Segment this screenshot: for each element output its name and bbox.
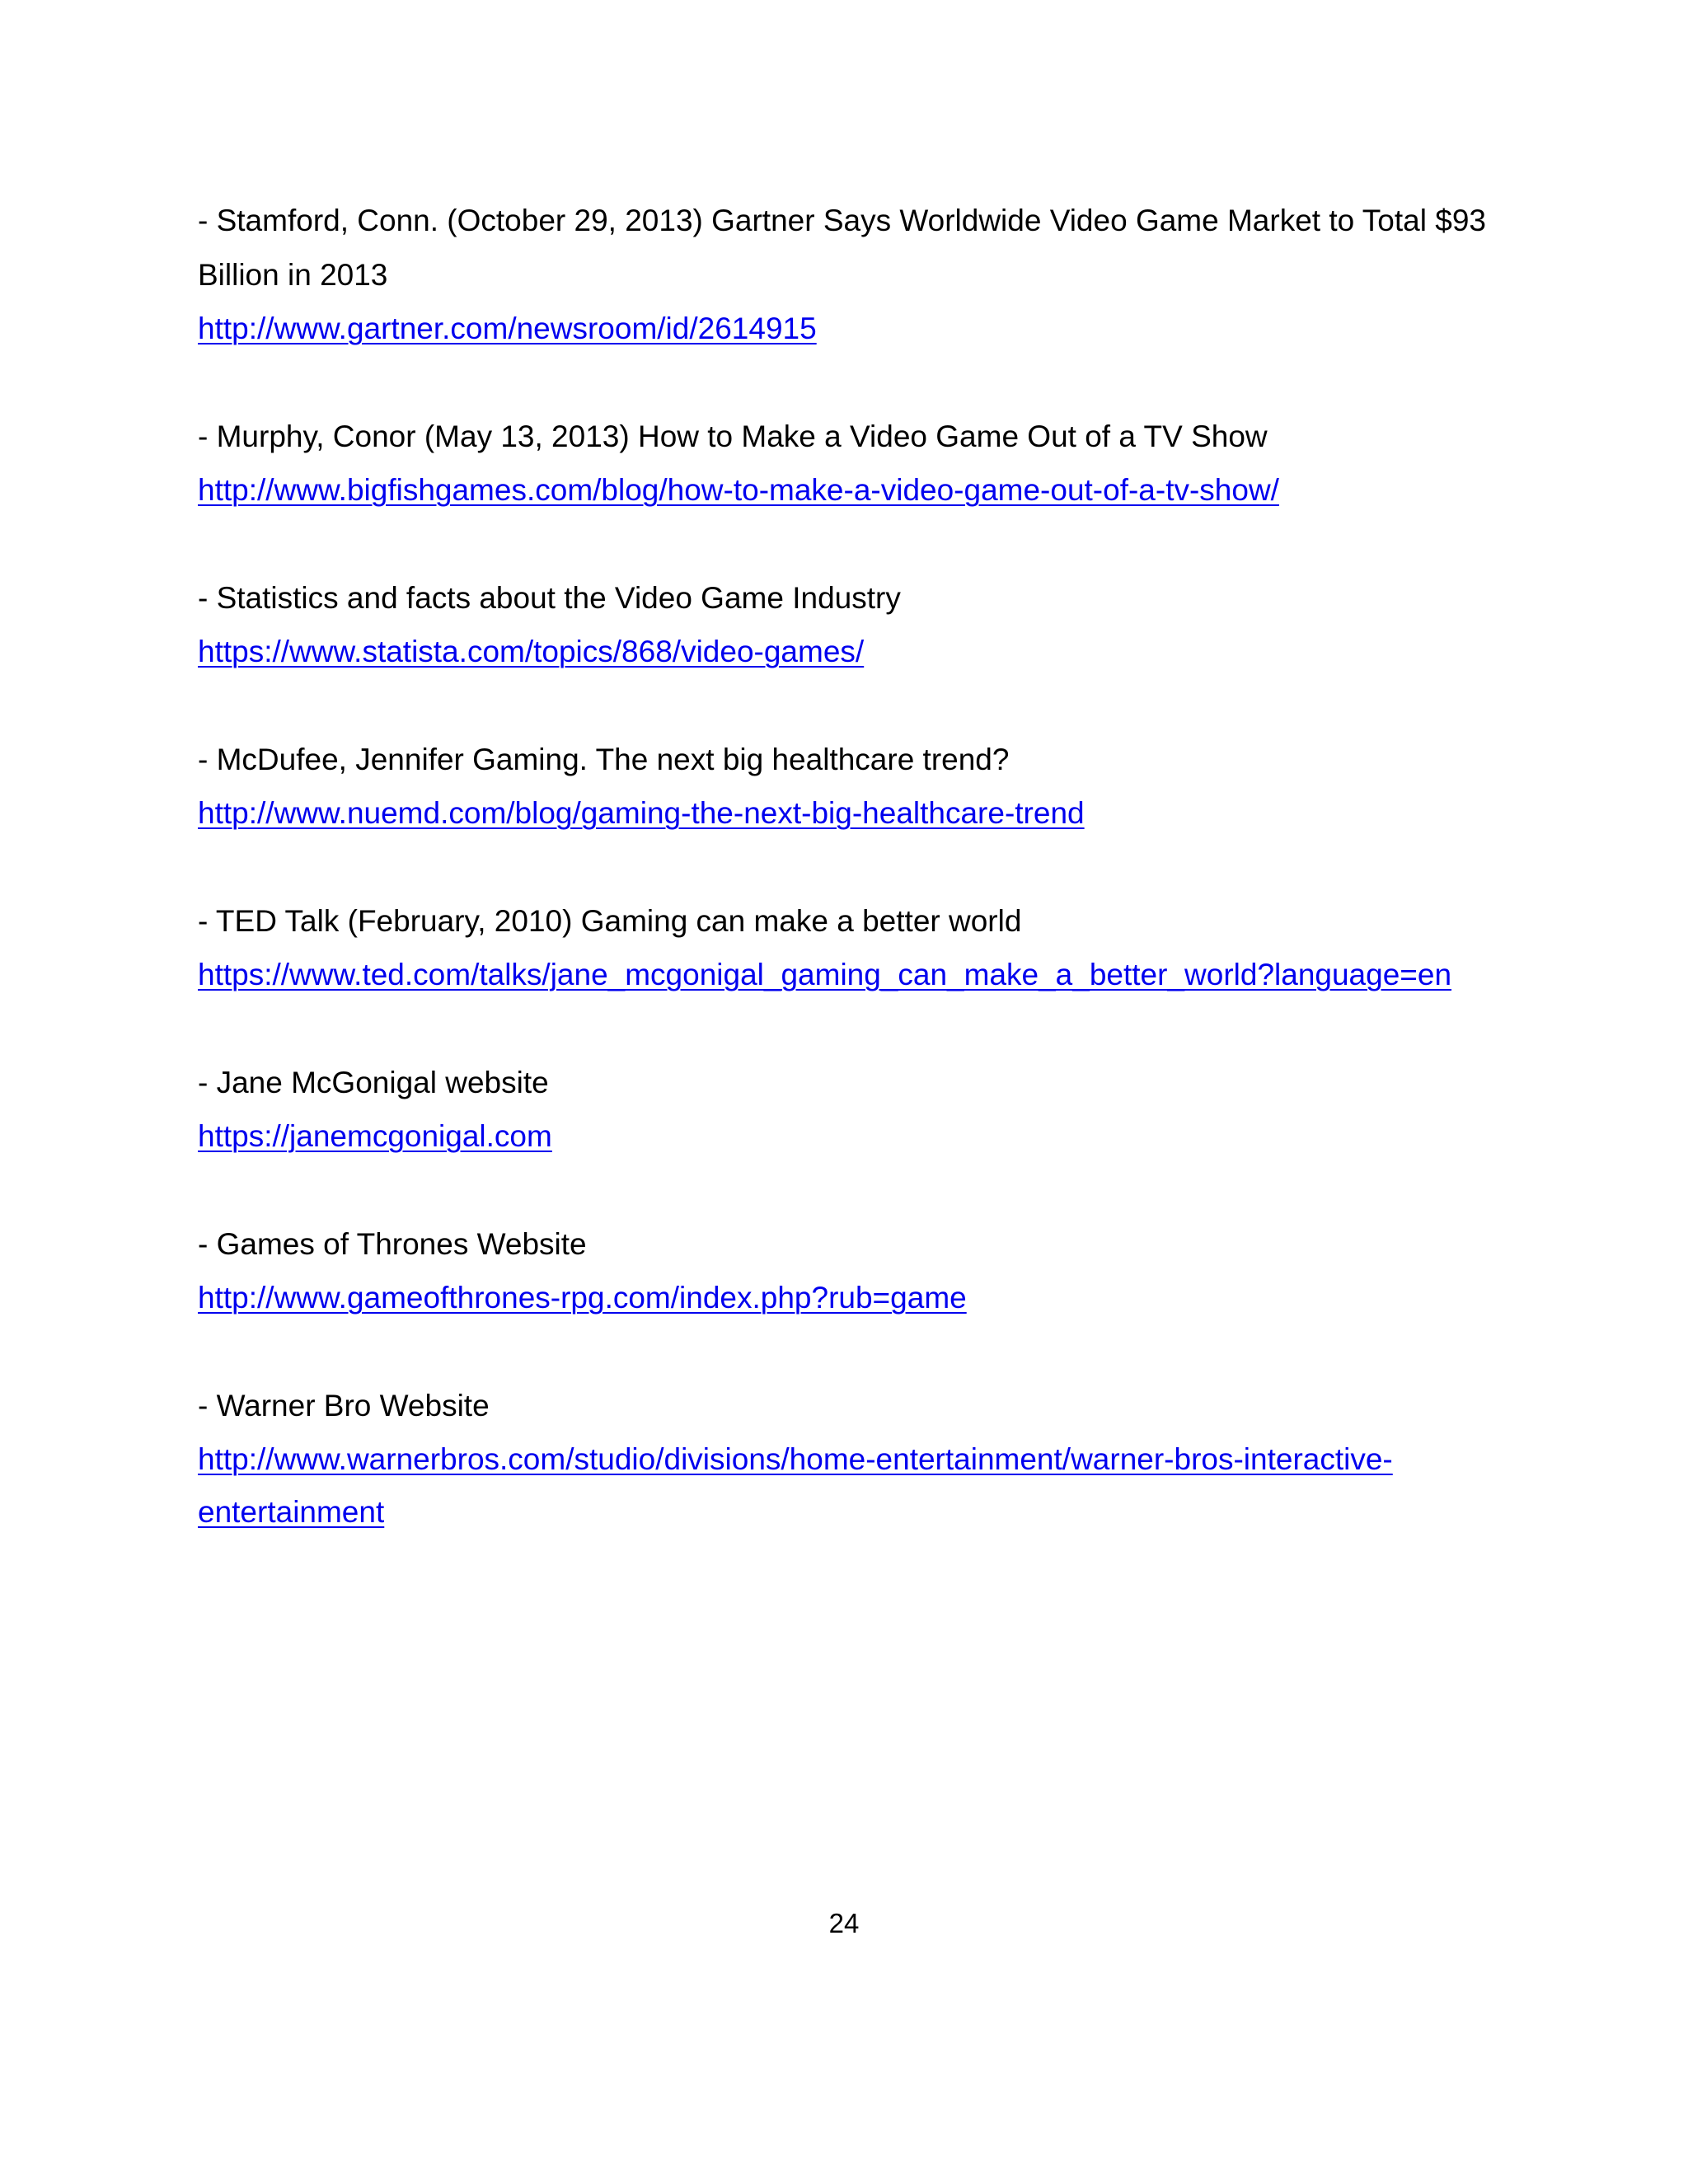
reference-link[interactable]: http://www.warnerbros.com/studio/divisions/home-entertainment/warner-bros-interactive-entertainment	[198, 1442, 1393, 1529]
reference-item	[198, 1217, 1533, 1324]
reference-link[interactable]: http://www.gameofthrones-rpg.com/index.php?rub=game	[198, 1281, 967, 1315]
reference-link[interactable]: https://janemcgonigal.com	[198, 1119, 552, 1153]
reference-list	[198, 194, 1533, 1593]
reference-link[interactable]: http://www.nuemd.com/blog/gaming-the-next-big-healthcare-trend	[198, 796, 1085, 830]
reference-text: - Jane McGonigal website	[198, 1066, 549, 1099]
reference-item	[198, 194, 1533, 355]
reference-item	[198, 1056, 1533, 1163]
reference-item	[198, 1379, 1533, 1539]
reference-item	[198, 894, 1533, 1001]
reference-text: - McDufee, Jennifer Gaming. The next big healthcare trend?	[198, 743, 1010, 776]
reference-text: - Warner Bro Website	[198, 1389, 490, 1422]
reference-item	[198, 571, 1533, 678]
reference-text: - TED Talk (February, 2010) Gaming can make a better world	[198, 904, 1022, 938]
reference-text: - Statistics and facts about the Video Game Industry	[198, 581, 901, 615]
reference-text: - Games of Thrones Website	[198, 1227, 587, 1261]
reference-link[interactable]: http://www.gartner.com/newsroom/id/2614915	[198, 312, 817, 345]
reference-item	[198, 410, 1533, 517]
reference-link[interactable]: https://www.statista.com/topics/868/video-games/	[198, 635, 865, 668]
reference-text: - Murphy, Conor (May 13, 2013) How to Make a Video Game Out of a TV Show	[198, 419, 1268, 453]
reference-link[interactable]: http://www.bigfishgames.com/blog/how-to-make-a-video-game-out-of-a-tv-show/	[198, 473, 1279, 507]
reference-link[interactable]: https://www.ted.com/talks/jane_mcgonigal_gaming_can_make_a_better_world?language=en	[198, 958, 1452, 991]
reference-item	[198, 733, 1533, 840]
page-number: 24	[828, 1908, 860, 1938]
reference-text: - Stamford, Conn. (October 29, 2013) Gartner Says Worldwide Video Game Market to Total $93 Billion in 2013	[198, 204, 1486, 292]
